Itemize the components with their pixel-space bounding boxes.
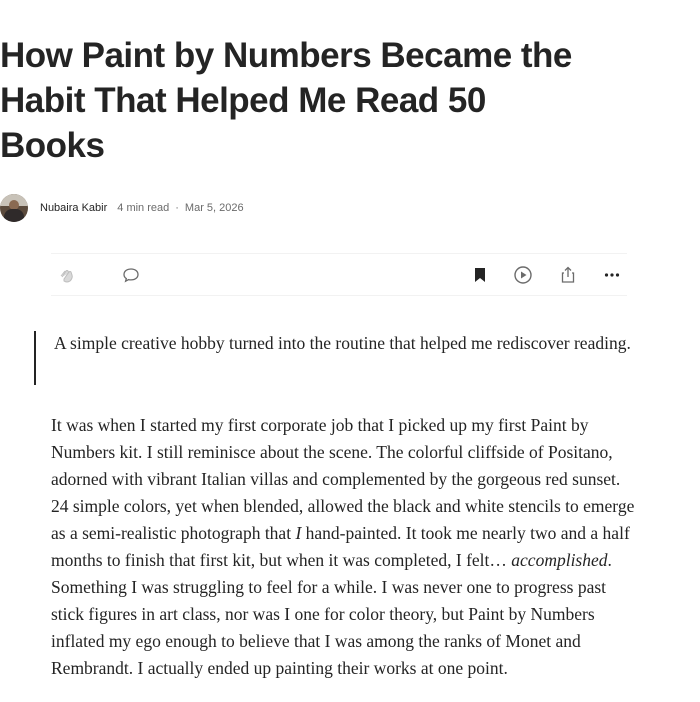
article-title: How Paint by Numbers Became the Habit That Helped Me Read 50 Books bbox=[0, 36, 572, 165]
byline-separator: · bbox=[175, 202, 179, 214]
paragraph-text: hand-painted. It took me nearly two and a half months to finish that first kit, but when it was completed, I felt… bbox=[51, 523, 630, 570]
subtitle-quote-bar bbox=[34, 331, 36, 385]
author-name[interactable]: Nubaira Kabir bbox=[40, 202, 108, 214]
paragraph-text: It was when I started my first corporate job that I picked up my first Paint by Numbers kit. I still reminisce about the scene. The colorful cliffside of Positano, adorned with vibrant Italian villas and complemented by the gorgeous red sunset. 24 simple colors, yet when blended, allowed the black and white stencils to emerge as a semi-realistic photograph that bbox=[51, 415, 635, 543]
article-paragraph bbox=[51, 412, 641, 682]
paragraph-emphasis: accomplished bbox=[511, 550, 608, 570]
share-icon[interactable] bbox=[558, 265, 578, 285]
clap-icon[interactable] bbox=[57, 265, 77, 285]
play-circle-icon[interactable] bbox=[513, 265, 533, 285]
paragraph-emphasis: I bbox=[295, 523, 302, 543]
author-avatar[interactable] bbox=[0, 194, 28, 222]
read-time: 4 min read bbox=[117, 202, 170, 214]
article-subtitle: A simple creative hobby turned into the routine that helped me rediscover reading. bbox=[54, 333, 631, 353]
article-action-bar bbox=[51, 253, 627, 296]
speech-bubble-icon[interactable] bbox=[121, 265, 141, 285]
publish-date: Mar 5, 2026 bbox=[184, 202, 244, 214]
more-horizontal-icon[interactable] bbox=[602, 265, 622, 285]
byline bbox=[0, 193, 244, 223]
paragraph-text: . Something I was struggling to feel for a while. I was never one to progress past stick figures in art class, nor was I one for color theory, but Paint by Numbers inflated my ego enough to believe that I was among the ranks of Monet and Rembrandt. I actually ended up painting their works at one point. bbox=[51, 550, 612, 678]
bookmark-icon[interactable] bbox=[470, 265, 490, 285]
